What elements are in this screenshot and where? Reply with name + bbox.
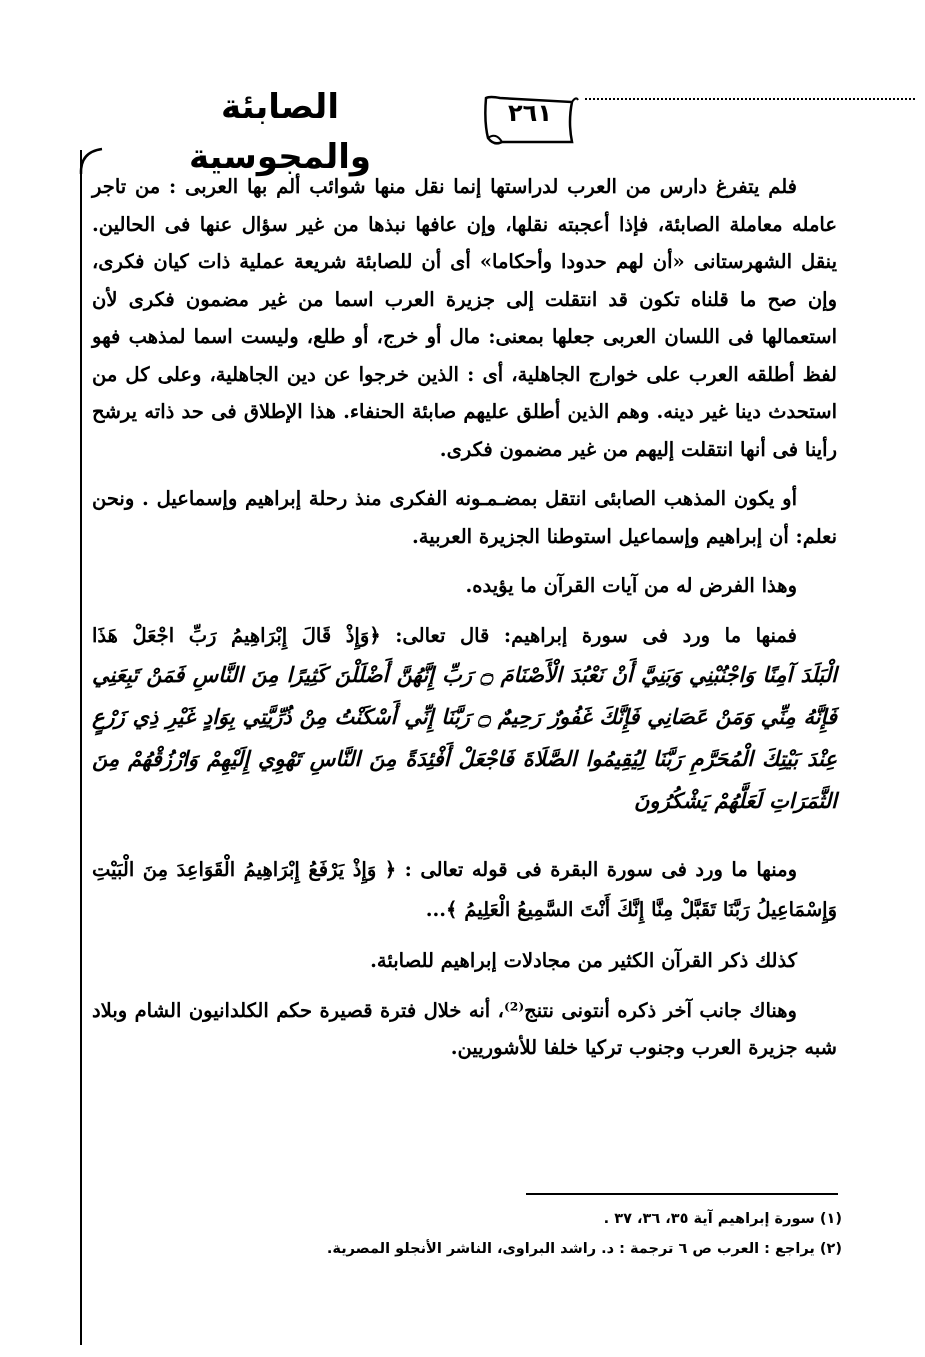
page-number: ٢٦١ xyxy=(508,99,552,127)
footnote-rule xyxy=(526,1193,838,1195)
left-margin-rule xyxy=(80,150,82,1345)
paragraph-surah-ibrahim-intro: فمنها ما ورد فى سورة إبراهيم: قال تعالى: ﴿وَإِذْ قَالَ إِبْرَاهِيمُ رَبِّ اجْعَلْ هَذَا xyxy=(92,623,797,647)
paragraph-sabians-origin: فلم يتفرغ دارس من العرب لدراستها إنما نقل منها شوائب ألم بها العربى : من تاجر عامله معاملة الصابئة، فإذا أعجبته نقلها، وإن عافها نبذها من غير سؤال عنها فى الحالين. ينقل الشهرستانى «أن لهم حدودا وأحكاما» أى أن للصابئة شريعة عملية ذات كيان فكرى، وإن صح ما قلناه تكون قد انتقلت إلى جزيرة العرب اسما من غير مضمون فكرى لأن استعمالها فى اللسان العربى جعلها بمعنى: مال أو خرج، أو طلع، وليست اسما لمذهب فهو لفظ أطلقه العرب على خوارج الجاهلية، أى : الذين خرجوا عن دين الجاهلية، وعلى كل من استحدث دينا غير دينه. وهم الذين أطلق عليهم صابئة الحنفاء. هذا الإطلاق فى حد ذاته يرشح رأينا فى أنها انتقلت إليهم من غير مضمون فكرى. xyxy=(92,175,837,461)
footnote-1: (١) سورة إبراهيم آية ٣٥، ٣٦، ٣٧ . xyxy=(603,1211,842,1227)
paragraph-chaldeans: وهناك جانب آخر ذكره أنتونى نتنج⁽²⁾، أنه خلال فترة قصيرة حكم الكلدانيون الشام وبلاد شبه جزيرة العرب وجنوب تركيا خلفا للأشوريين. xyxy=(92,998,837,1059)
header-dotted-rule xyxy=(585,98,915,102)
paragraph-surah-baqara: ومنها ما ورد فى سورة البقرة فى قوله تعالى : ﴿ وَإِذْ يَرْفَعُ إِبْرَاهِيمُ الْقَوَاعِدَ مِنَ الْبَيْتِ وَإِسْمَاعِيلُ رَبَّنَا تَقَبَّلْ مِنَّا إِنَّكَ أَنْتَ السَّمِيعُ الْعَلِيمُ ﴾... xyxy=(92,858,837,921)
paragraph-abraham-debates: كذلك ذكر القرآن الكثير من مجادلات إبراهيم للصابئة. xyxy=(370,949,797,972)
paragraph-abraham-journey: أو يكون المذهب الصابئى انتقل بمضـمـونه الفكرى منذ رحلة إبراهيم وإسماعيل . ونحن نعلم: أن إبراهيم وإسماعيل استوطنا الجزيرة العربية. xyxy=(92,487,837,548)
footnote-2: (٢) يراجع : العرب ص ٦ ترجمة : د. راشد البراوى، الناشر الأنجلو المصرية. xyxy=(326,1241,842,1257)
running-header-title: الصابئة والمجوسية xyxy=(188,87,372,177)
paragraph-hypothesis: وهذا الفرض له من آيات القرآن ما يؤيده. xyxy=(465,574,797,597)
main-text xyxy=(92,168,837,1079)
quran-verse-ibrahim: الْبَلَدَ آمِنًا وَاجْنُبْنِي وَبَنِيَّ أَنْ نَعْبُدَ الْأَصْنَامَ ۝ رَبِّ إِنَّهُنَّ أَضْلَلْنَ كَثِيرًا مِنَ النَّاسِ فَمَنْ تَبِعَنِي فَإِنَّهُ مِنِّي وَمَنْ عَصَانِي فَإِنَّكَ غَفُورٌ رَحِيمٌ ۝ رَبَّنَا إِنِّي أَسْكَنْتُ مِنْ ذُرِّيَّتِي بِوَادٍ غَيْرِ ذِي زَرْعٍ عِنْدَ بَيْتِكَ الْمُحَرَّمِ رَبَّنَا لِيُقِيمُوا الصَّلَاةَ فَاجْعَلْ أَفْئِدَةً مِنَ النَّاسِ تَهْوِي إِلَيْهِمْ وَارْزُقْهُمْ مِنَ الثَّمَرَاتِ لَعَلَّهُمْ يَشْكُرُونَ xyxy=(92,662,837,813)
footnotes xyxy=(300,1204,842,1264)
